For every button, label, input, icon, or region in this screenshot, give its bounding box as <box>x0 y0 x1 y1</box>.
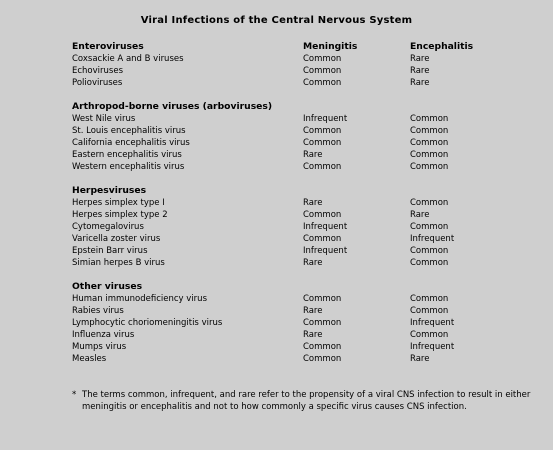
virus-name: Eastern encephalitis virus <box>72 150 182 160</box>
encephalitis-value: Common <box>410 114 449 124</box>
group-heading-label: Other viruses <box>72 281 143 292</box>
virus-name: Western encephalitis virus <box>72 162 185 172</box>
group-heading-label: Arthropod-borne viruses (arboviruses) <box>72 101 273 112</box>
encephalitis-value: Rare <box>410 210 430 220</box>
virus-name: Human immunodeficiency virus <box>72 294 207 304</box>
table-row <box>72 353 492 365</box>
encephalitis-value: Rare <box>410 354 430 364</box>
table-row <box>72 341 492 353</box>
encephalitis-value: Common <box>410 222 449 232</box>
virus-name: Rabies virus <box>72 306 124 316</box>
meningitis-value: Common <box>303 342 342 352</box>
virus-name: West Nile virus <box>72 114 136 124</box>
group-heading-arboviruses <box>72 101 492 113</box>
meningitis-value: Rare <box>303 330 323 340</box>
table-row <box>72 221 492 233</box>
encephalitis-value: Infrequent <box>410 318 455 328</box>
meningitis-value: Rare <box>303 258 323 268</box>
meningitis-value: Common <box>303 78 342 88</box>
virus-name: California encephalitis virus <box>72 138 190 148</box>
column-header-virus-group: Enteroviruses <box>72 41 144 52</box>
virus-name: St. Louis encephalitis virus <box>72 126 186 136</box>
table-row <box>72 53 492 65</box>
encephalitis-value: Common <box>410 198 449 208</box>
virus-name: Coxsackie A and B viruses <box>72 54 184 64</box>
group-spacer <box>72 89 492 101</box>
virus-name: Measles <box>72 354 107 364</box>
virus-name: Epstein Barr virus <box>72 246 148 256</box>
table-row <box>72 305 492 317</box>
table-row <box>72 257 492 269</box>
page-title: Viral Infections of the Central Nervous System <box>140 15 413 26</box>
virus-name: Herpes simplex type 2 <box>72 210 168 220</box>
meningitis-value: Common <box>303 162 342 172</box>
group-heading-label: Herpesviruses <box>72 185 147 196</box>
meningitis-value: Common <box>303 294 342 304</box>
encephalitis-value: Common <box>410 258 449 268</box>
column-header-encephalitis: Encephalitis <box>410 41 474 52</box>
meningitis-value: Infrequent <box>303 222 348 232</box>
group-spacer <box>72 269 492 281</box>
group-heading-herpesviruses <box>72 185 492 197</box>
table-row <box>72 329 492 341</box>
column-header-meningitis: Meningitis <box>303 41 358 52</box>
meningitis-value: Rare <box>303 198 323 208</box>
table-row <box>72 293 492 305</box>
meningitis-value: Common <box>303 138 342 148</box>
table-row <box>72 149 492 161</box>
encephalitis-value: Infrequent <box>410 342 455 352</box>
footnote-text: The terms common, infrequent, and rare refer to the propensity of a viral CNS infection to result in either meningitis or encephalitis and not to how commonly a specific virus causes CNS infection. <box>82 390 531 412</box>
encephalitis-value: Common <box>410 138 449 148</box>
table-row <box>72 113 492 125</box>
table-header <box>72 41 492 53</box>
encephalitis-value: Rare <box>410 54 430 64</box>
table-row <box>72 65 492 77</box>
meningitis-value: Rare <box>303 306 323 316</box>
meningitis-value: Common <box>303 126 342 136</box>
table-row <box>72 125 492 137</box>
virus-name: Polioviruses <box>72 78 123 88</box>
meningitis-value: Rare <box>303 150 323 160</box>
virus-name: Cytomegalovirus <box>72 222 144 232</box>
table-row <box>72 197 492 209</box>
encephalitis-value: Common <box>410 306 449 316</box>
encephalitis-value: Common <box>410 150 449 160</box>
encephalitis-value: Common <box>410 294 449 304</box>
meningitis-value: Common <box>303 66 342 76</box>
encephalitis-value: Common <box>410 330 449 340</box>
virus-name: Varicella zoster virus <box>72 234 161 244</box>
virus-name: Lymphocytic choriomeningitis virus <box>72 318 223 328</box>
encephalitis-value: Rare <box>410 78 430 88</box>
table-row <box>72 137 492 149</box>
table-row <box>72 161 492 173</box>
encephalitis-value: Rare <box>410 66 430 76</box>
table-row <box>72 209 492 221</box>
virus-name: Simian herpes B virus <box>72 258 165 268</box>
encephalitis-value: Common <box>410 162 449 172</box>
meningitis-value: Common <box>303 210 342 220</box>
virus-name: Echoviruses <box>72 66 123 76</box>
footnote-marker: * <box>72 390 77 400</box>
group-spacer <box>72 173 492 185</box>
group-heading-other-viruses <box>72 281 492 293</box>
table-row <box>72 245 492 257</box>
meningitis-value: Infrequent <box>303 114 348 124</box>
virus-name: Herpes simplex type I <box>72 198 165 208</box>
table-row <box>72 77 492 89</box>
meningitis-value: Common <box>303 234 342 244</box>
meningitis-value: Common <box>303 54 342 64</box>
virus-name: Mumps virus <box>72 342 127 352</box>
virus-name: Influenza virus <box>72 330 135 340</box>
meningitis-value: Common <box>303 318 342 328</box>
encephalitis-value: Infrequent <box>410 234 455 244</box>
encephalitis-value: Common <box>410 246 449 256</box>
meningitis-value: Common <box>303 354 342 364</box>
meningitis-value: Infrequent <box>303 246 348 256</box>
virus-table <box>72 41 492 365</box>
footnote <box>72 389 532 413</box>
table-row <box>72 317 492 329</box>
encephalitis-value: Common <box>410 126 449 136</box>
table-row <box>72 233 492 245</box>
